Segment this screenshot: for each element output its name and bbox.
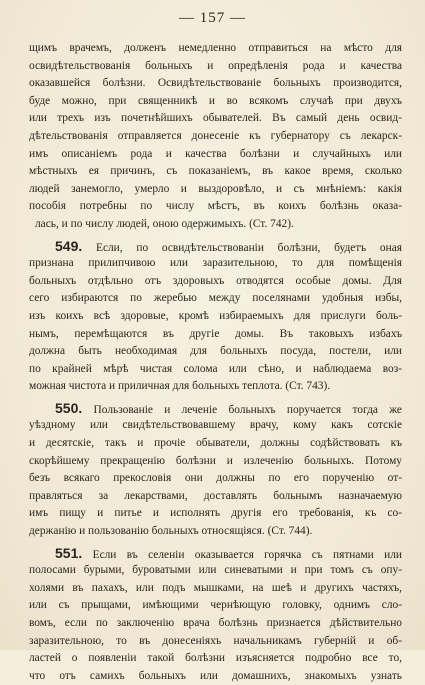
text-line: Если въ селеніи оказывается горячка съ пятнами или xyxy=(92,548,402,561)
text-line: пособія потребны по числу мѣстъ, въ коихъ болѣзнь оказа- xyxy=(29,200,402,213)
text-line: буде можно, при священникѣ и во всякомъ случаѣ при двухъ xyxy=(29,94,402,107)
article-number: 551. xyxy=(55,544,83,561)
text-line: или съ прыщами, имѣющими чернѣющую головку, однимъ сло- xyxy=(29,599,402,612)
text-line: и десятскіе, такъ и прочіе обыватели, должны содѣйствовать къ xyxy=(29,437,402,450)
text-line: скорѣйшему прекращенію болѣзни и излеченію больныхъ. Потому xyxy=(29,454,402,467)
paragraph-551 xyxy=(29,545,402,685)
text-line: Пользованіе и леченіе больныхъ поручается тогда же xyxy=(93,403,402,416)
text-line: изъ коихъ всѣ здоровые, кромѣ избираемыхъ для прислуги боль- xyxy=(29,309,402,322)
text-line: щимъ врачемъ, долженъ немедленно отправиться на мѣсто для xyxy=(29,42,402,54)
article-number: 549. xyxy=(55,237,83,254)
text-line: держанію и пользованію больныхъ относящіяся. (Ст. 744). xyxy=(29,525,313,538)
text-line: людей занемогло, умерло и выздоровѣло, и съ мнѣніемъ: какія xyxy=(29,182,402,195)
text-line: мѣстныхъ ея причинъ, съ показаніемъ, въ какое время, сколько xyxy=(29,165,402,178)
paragraph-549 xyxy=(29,238,402,396)
paragraph-550 xyxy=(29,400,402,541)
text-line: лась, и по числу людей, оною одержимыхъ. (Ст. 742). xyxy=(35,217,294,230)
text-line: заразительною, то въ донесеніяхъ начальникамъ губерній и об- xyxy=(29,634,402,647)
text-line: освидѣтельствованія больныхъ и опредѣленія рода и качества xyxy=(29,59,402,72)
text-line: уѣздному или свидѣтельствовавшему врачу, кому какъ сотскіе xyxy=(29,419,402,432)
text-line: имъ пищу и питье и исполнять другія его требованія, къ со- xyxy=(29,507,402,520)
text-line: по крайней мѣрѣ чистая солома или сѣно, и наблюдаема воз- xyxy=(29,362,402,375)
text-line: полосами бурыми, буроватыми или синеватыми и при томъ съ опу- xyxy=(29,564,402,577)
text-line: оказавшейся болѣзни. Освидѣтельствованіе больныхъ производится, xyxy=(29,77,402,90)
text-line: признана прилипчивою или заразительною, то для помѣщенія xyxy=(29,257,402,270)
text-line: должна быть необходимая для больныхъ посуда, постели, или xyxy=(29,345,402,358)
text-line: больныхъ отдѣльно отъ здоровыхъ отводятся особые домы. Для xyxy=(29,274,402,287)
text-line: имъ описаніемъ рода и качества болѣзни и случайныхъ или xyxy=(29,147,402,160)
page-number: — 157 — xyxy=(179,10,246,26)
text-line: вомъ, если по заключенію врача болѣзнь признается дѣйствительно xyxy=(29,617,402,629)
text-line: можная чистота и приличная для больныхъ теплота. (Ст. 743). xyxy=(29,380,331,393)
text-line: сего избираются по жеребью между поселянами удобныя избы, xyxy=(29,292,402,305)
paragraph-1 xyxy=(29,40,402,234)
text-line: дѣтельствованія отправляется донесеніе къ губернатору съ лекарск- xyxy=(29,129,402,142)
text-body xyxy=(29,40,402,685)
text-line: холями въ пахахъ, или подъ мышками, на шеѣ и другихъ частяхъ, xyxy=(29,581,402,594)
article-number: 550. xyxy=(55,399,83,416)
text-line: нымъ, перемѣщаются въ другіе домы. Въ таковыхъ избахъ xyxy=(29,327,402,340)
text-line: Если, по освидѣтельствованіи болѣзни, будетъ оная xyxy=(95,241,402,254)
text-line: или трехъ изъ почетнѣйшихъ обывателей. Въ самый день освид- xyxy=(29,112,402,125)
text-line: правляться за лекарствами, доставлять больнымъ назначаемую xyxy=(29,489,402,502)
text-line: ластей о появленіи такой болѣзни изъясняется подробно все то, xyxy=(29,652,402,665)
text-line: что отъ самихъ больныхъ или домашнихъ, знакомыхъ узнать xyxy=(29,669,402,682)
text-line: безъ всякаго прекословія они должны по его порученію от- xyxy=(29,472,402,485)
